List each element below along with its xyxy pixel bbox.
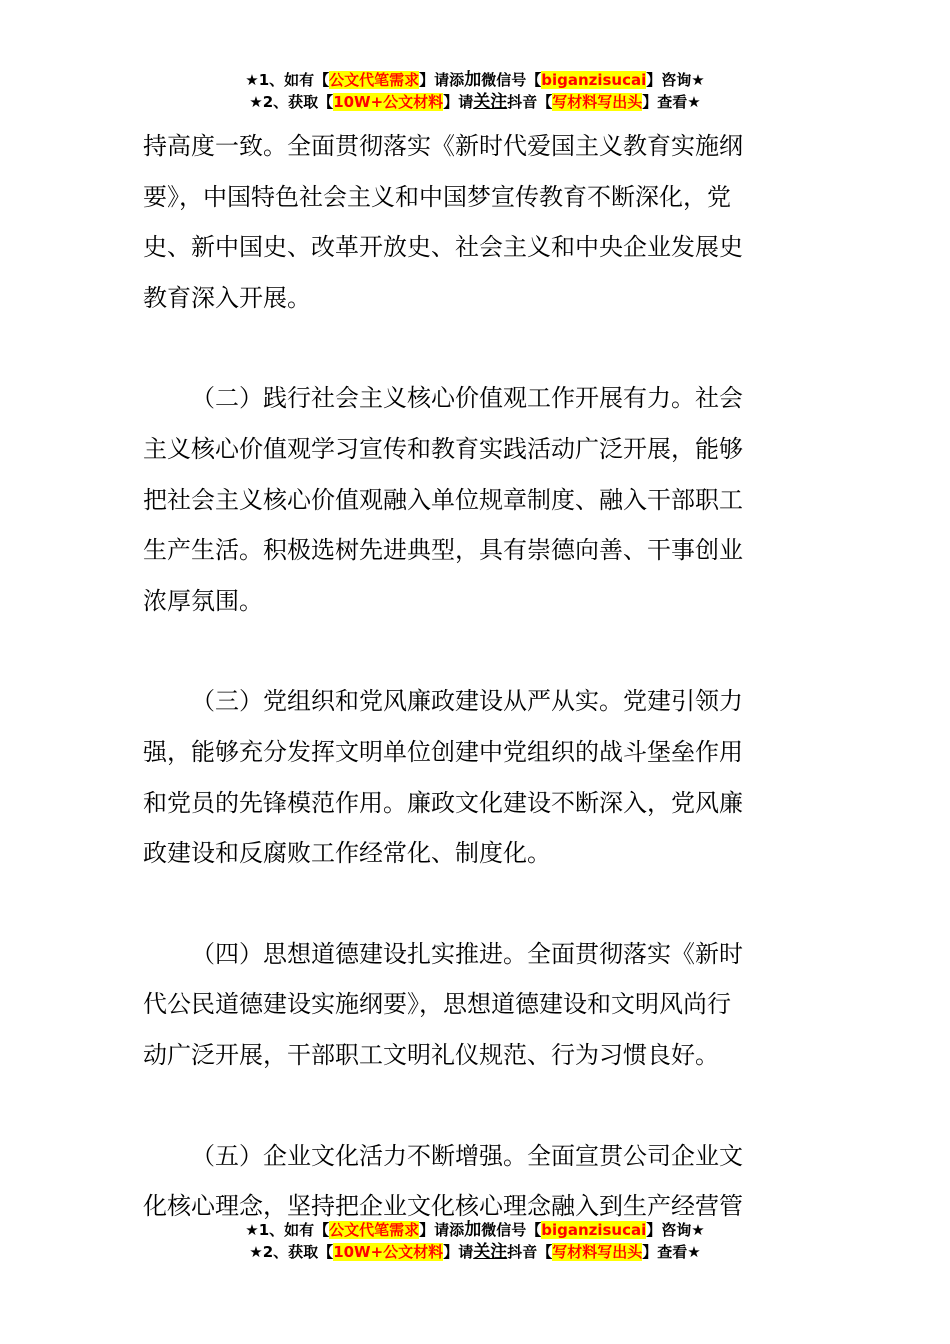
banner-text: ★1、如有【 [245, 71, 330, 89]
banner-text: 抖音【 [507, 1243, 553, 1261]
banner-text: 抖音【 [507, 93, 553, 111]
highlight-text: 公文代笔需求 [329, 1221, 420, 1239]
banner-text: 】请添 [419, 71, 465, 89]
document-body [143, 121, 811, 1232]
banner-text: 】请 [443, 93, 474, 111]
body-line: 强，能够充分发挥文明单位创建中党组织的战斗堡垒作用 [143, 737, 743, 766]
banner-text: 微信号【 [481, 71, 542, 89]
banner-text: ★2、获取【 [249, 93, 334, 111]
body-line: 动广泛开展，干部职工文明礼仪规范、行为习惯良好。 [143, 1040, 719, 1069]
body-line: 生产生活。积极选树先进典型，具有崇德向善、干事创业 [143, 536, 743, 565]
body-line: 持高度一致。全面贯彻落实《新时代爱国主义教育实施纲 [143, 132, 743, 160]
banner-line-2 [0, 1241, 950, 1263]
highlight-text: 公文代笔需求 [329, 71, 420, 89]
banner-text: 关注 [473, 1242, 508, 1262]
banner-line-2 [0, 91, 950, 113]
banner-text: 】请添 [419, 1221, 465, 1239]
header-banner [0, 69, 950, 113]
body-line: 要》，中国特色社会主义和中国梦宣传教育不断深化，党 [143, 182, 731, 211]
banner-text: 加 [464, 70, 482, 90]
body-line: 主义核心价值观学习宣传和教育实践活动广泛开展，能够 [143, 434, 743, 463]
section-heading-line: （三）党组织和党风廉政建设从严从实。党建引领力 [191, 687, 743, 716]
douyin-id: 写材料写出头 [552, 93, 643, 111]
banner-line-1 [0, 69, 950, 91]
banner-text: ★2、获取【 [249, 1243, 334, 1261]
douyin-id: 写材料写出头 [552, 1243, 643, 1261]
body-line: 浓厚氛围。 [143, 586, 263, 615]
banner-text: ★1、如有【 [245, 1221, 330, 1239]
body-line: 化核心理念，坚持把企业文化核心理念融入到生产经营管 [143, 1192, 743, 1221]
highlight-text: 10W+公文材料 [333, 93, 444, 111]
body-line: 代公民道德建设实施纲要》，思想道德建设和文明风尚行 [143, 990, 731, 1019]
banner-text: 关注 [473, 92, 508, 112]
section-heading-line: （五）企业文化活力不断增强。全面宣贯公司企业文 [191, 1141, 743, 1170]
banner-text: 】查看★ [642, 93, 701, 111]
body-line: 史、新中国史、改革开放史、社会主义和中央企业发展史 [143, 233, 743, 262]
banner-text: 】咨询★ [646, 71, 705, 89]
banner-text: 微信号【 [481, 1221, 542, 1239]
banner-line-1 [0, 1219, 950, 1241]
body-line: 把社会主义核心价值观融入单位规章制度、融入干部职工 [143, 485, 743, 514]
banner-text: 加 [464, 1220, 482, 1240]
banner-text: 】请 [443, 1243, 474, 1261]
body-line: 政建设和反腐败工作经常化、制度化。 [143, 839, 551, 868]
banner-text: 】查看★ [642, 1243, 701, 1261]
section-heading-line: （二）践行社会主义核心价值观工作开展有力。社会 [191, 384, 743, 413]
wechat-id: biganzisucai [541, 1221, 647, 1239]
body-line: 教育深入开展。 [143, 283, 311, 312]
highlight-text: 10W+公文材料 [333, 1243, 444, 1261]
section-heading-line: （四）思想道德建设扎实推进。全面贯彻落实《新时 [191, 939, 743, 968]
body-line: 和党员的先锋模范作用。廉政文化建设不断深入，党风廉 [143, 788, 743, 817]
banner-text: 】咨询★ [646, 1221, 705, 1239]
footer-banner [0, 1219, 950, 1263]
wechat-id: biganzisucai [541, 71, 647, 89]
